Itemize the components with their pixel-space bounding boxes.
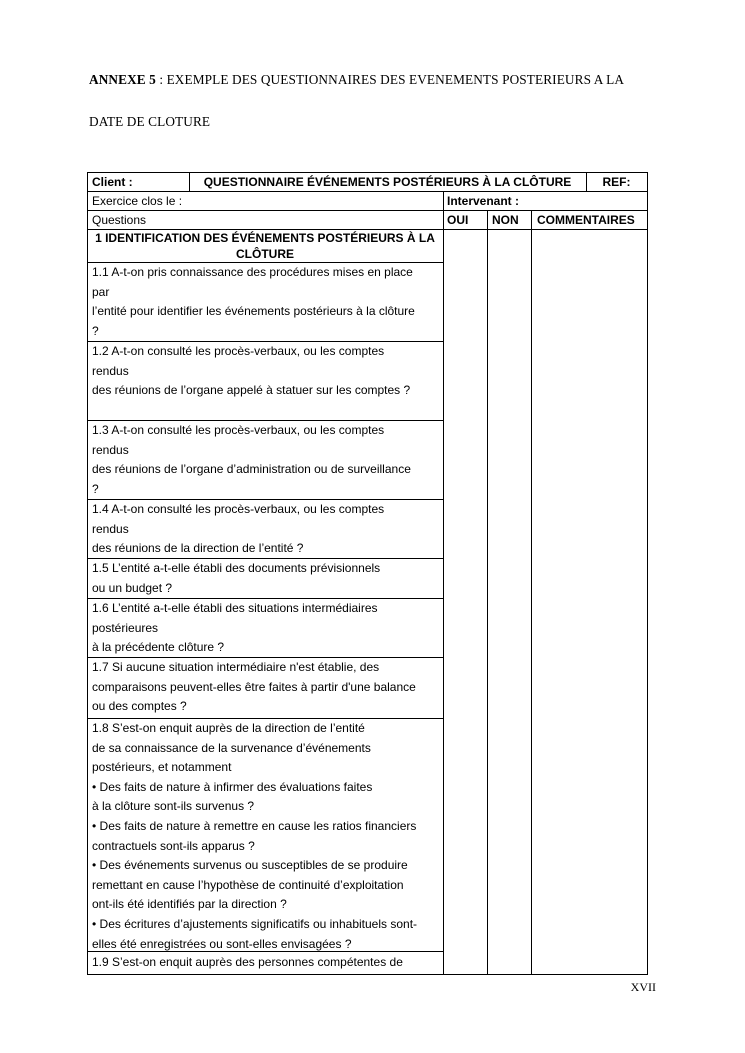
col-questions: Questions (92, 213, 147, 227)
intervenant-label: Intervenant : (447, 194, 520, 208)
question-1-1: 1.1 A-t-on pris connaissance des procédures mises en place par l’entité pour identifier les événements postérieurs à la clôture ? (92, 265, 415, 338)
col-oui: OUI (447, 213, 469, 227)
annex-label: ANNEXE 5 (89, 72, 156, 87)
exercice-label: Exercice clos le : (92, 194, 183, 208)
col-non: NON (492, 213, 519, 227)
question-1-6: 1.6 L’entité a-t-elle établi des situations intermédiaires postérieures à la précédente clôture ? (92, 601, 378, 655)
question-1-9: 1.9 S’est-on enquit auprès des personnes compétentes de (92, 955, 403, 969)
annex-title-line-2: DATE DE CLOTURE (89, 114, 211, 129)
question-1-5: 1.5 L’entité a-t-elle établi des documents prévisionnels ou un budget ? (92, 561, 381, 595)
ref-label: REF: (602, 175, 631, 189)
client-label: Client : (92, 175, 133, 189)
col-commentaires: COMMENTAIRES (537, 213, 635, 227)
question-1-2: 1.2 A-t-on consulté les procès-verbaux, ou les comptes rendus des réunions de l’organe appelé à statuer sur les comptes ? (92, 344, 411, 398)
question-1-3: 1.3 A-t-on consulté les procès-verbaux, ou les comptes rendus des réunions de l’organe d’administration ou de surveillance ? (92, 423, 411, 496)
questionnaire-title: QUESTIONNAIRE ÉVÉNEMENTS POSTÉRIEURS À LA CLÔTURE (203, 175, 572, 189)
annex-title-text: : EXEMPLE DES QUESTIONNAIRES DES EVENEMENTS POSTERIEURS A LA (155, 72, 625, 87)
question-1-7: 1.7 Si aucune situation intermédiaire n'est établie, des comparaisons peuvent-elles être faites à partir d'une balance ou des comptes ? (92, 660, 416, 714)
annex-title-line-1 (89, 72, 624, 88)
page-number: XVII (630, 980, 656, 994)
question-1-4: 1.4 A-t-on consulté les procès-verbaux, ou les comptes rendus des réunions de la direction de l’entité ? (92, 502, 385, 556)
section-title-line-1: 1 IDENTIFICATION DES ÉVÉNEMENTS POSTÉRIEURS À LA (95, 231, 435, 245)
section-title-line-2: CLÔTURE (236, 247, 294, 261)
question-1-8: 1.8 S’est-on enquit auprès de la direction de l’entité de sa connaissance de la survenance d’événements postérieurs, et notamment • Des faits de nature à infirmer des évaluations faites à la clôture sont-ils survenus ? • Des faits de nature à remettre en cause les ratios financiers contractuels sont-ils apparus ? • Des événements survenus ou susceptibles de se produire remettant en cause l’hypothèse de continuité d’exploitation ont-ils été identifiés par la direction ? • Des écritures d’ajustements significatifs ou inhabituels sont- elles été enregistrées ou sont-elles envisagées ? (92, 721, 418, 951)
